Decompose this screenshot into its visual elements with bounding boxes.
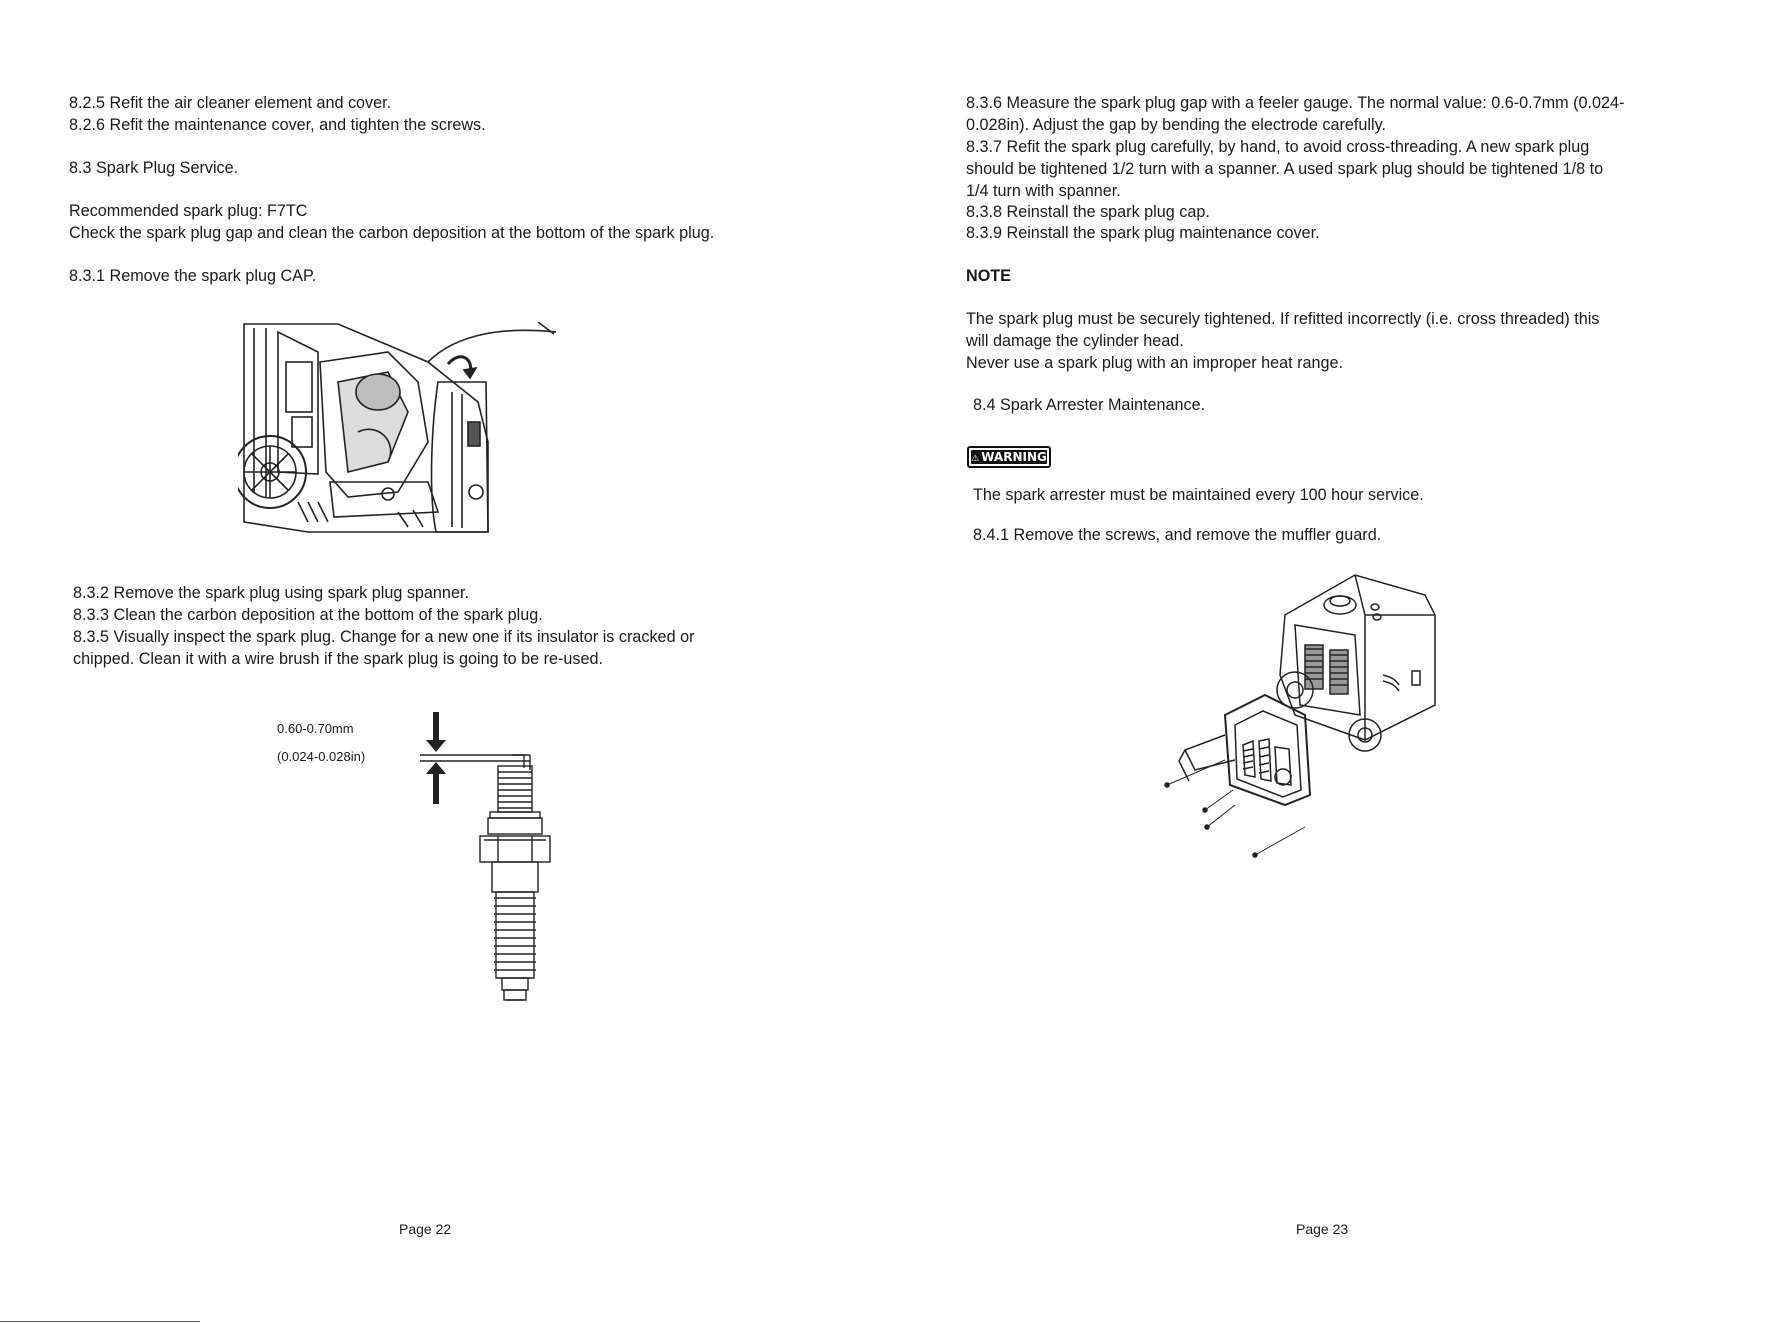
section-heading: 8.3 Spark Plug Service. xyxy=(69,159,239,177)
warning-text: The spark arrester must be maintained every 100 hour service. xyxy=(973,486,1424,504)
warning-triangle-icon: ⚠ xyxy=(971,454,980,464)
spark-plug-gap-diagram xyxy=(418,708,558,1008)
gap-label-mm: 0.60-0.70mm xyxy=(277,721,354,736)
text-line: 8.2.5 Refit the air cleaner element and cover. xyxy=(69,94,392,112)
note-heading: NOTE xyxy=(966,267,1011,285)
gap-label-in: (0.024-0.028in) xyxy=(277,749,366,764)
text-line: chipped. Clean it with a wire brush if the spark plug is going to be re-used. xyxy=(73,650,603,668)
spark-plug-cap-removal-figure xyxy=(238,322,556,534)
page-number: Page 23 xyxy=(1296,1221,1349,1237)
text-line: 1/4 turn with spanner. xyxy=(966,182,1121,200)
text-line: 8.3.3 Clean the carbon deposition at the bottom of the spark plug. xyxy=(73,606,543,624)
note-line: Never use a spark plug with an improper heat range. xyxy=(966,354,1344,372)
page-number: Page 22 xyxy=(399,1221,452,1237)
footer-rule xyxy=(0,1321,200,1322)
text-line: Recommended spark plug: F7TC xyxy=(69,202,308,220)
right-page xyxy=(895,0,1790,1324)
text-line: Check the spark plug gap and clean the carbon deposition at the bottom of the spark plug. xyxy=(69,224,715,242)
warning-label: WARNING xyxy=(981,450,1047,464)
text-line: 8.3.8 Reinstall the spark plug cap. xyxy=(966,203,1210,221)
text-line: 8.3.5 Visually inspect the spark plug. Change for a new one if its insulator is cracked or xyxy=(73,628,695,646)
text-line: 8.2.6 Refit the maintenance cover, and tighten the screws. xyxy=(69,116,486,134)
muffler-guard-removal-figure xyxy=(1155,565,1495,865)
text-line: 8.3.1 Remove the spark plug CAP. xyxy=(69,267,317,285)
text-line: should be tightened 1/2 turn with a spanner. A used spark plug should be tightened 1/8 to xyxy=(966,160,1604,178)
section-heading: 8.4 Spark Arrester Maintenance. xyxy=(973,396,1206,414)
text-line: 8.3.9 Reinstall the spark plug maintenance cover. xyxy=(966,224,1320,242)
text-line: 8.3.2 Remove the spark plug using spark plug spanner. xyxy=(73,584,469,602)
text-line: 8.3.7 Refit the spark plug carefully, by hand, to avoid cross-threading. A new spark plug xyxy=(966,138,1590,156)
text-line: 0.028in). Adjust the gap by bending the electrode carefully. xyxy=(966,116,1386,134)
warning-badge xyxy=(967,446,1051,468)
text-line: 8.4.1 Remove the screws, and remove the muffler guard. xyxy=(973,526,1382,544)
text-line: 8.3.6 Measure the spark plug gap with a feeler gauge. The normal value: 0.6-0.7mm (0.024- xyxy=(966,94,1625,112)
note-line: will damage the cylinder head. xyxy=(966,332,1184,350)
note-line: The spark plug must be securely tightened. If refitted incorrectly (i.e. cross threaded) this xyxy=(966,310,1600,328)
